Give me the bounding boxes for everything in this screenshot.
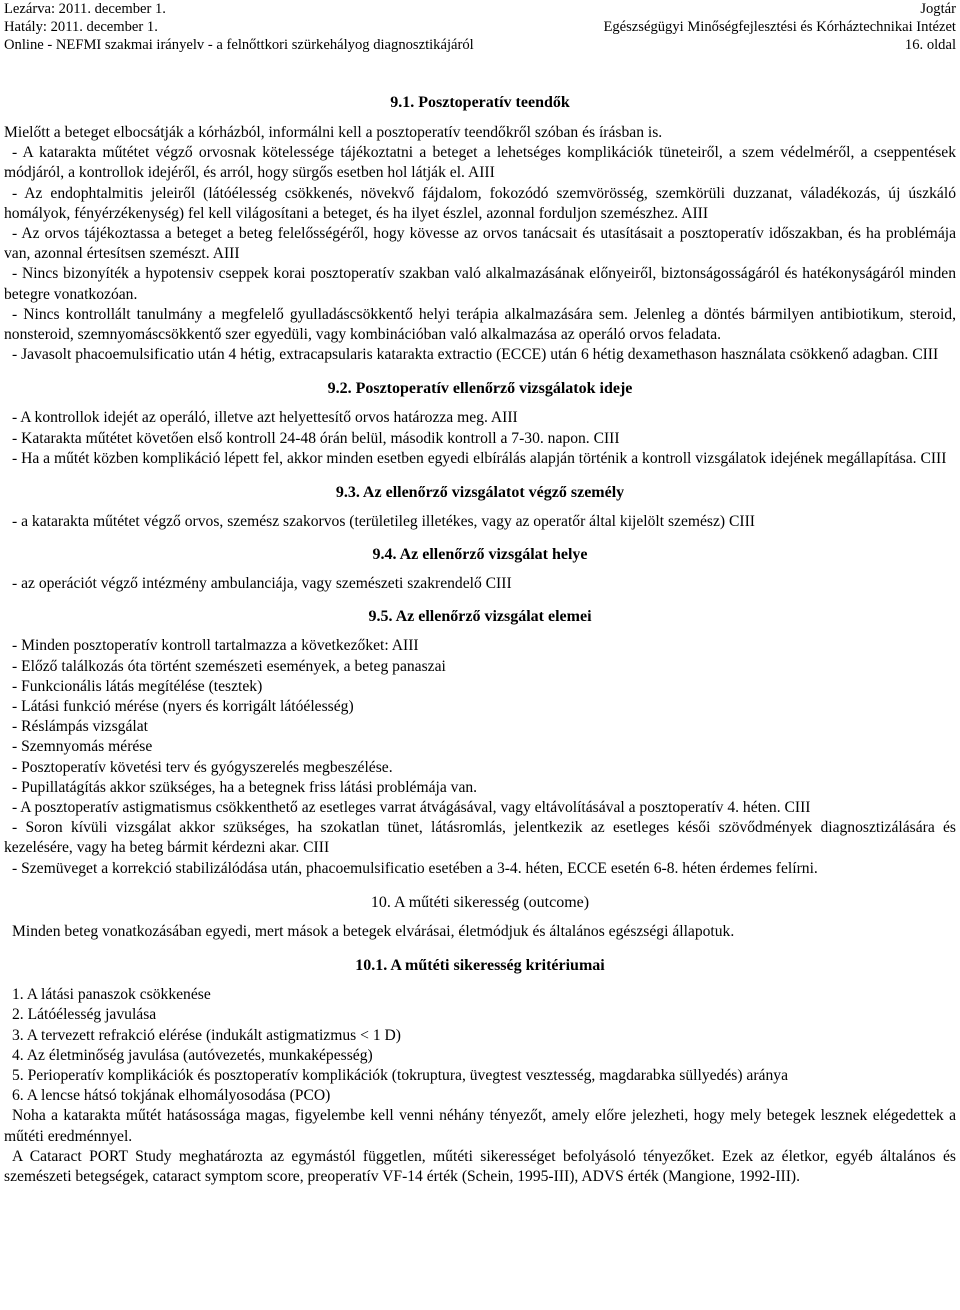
list-item: 3. A tervezett refrakció elérése (indukált astigmatizmus < 1 D) [12,1026,401,1044]
list-item: - Ha a műtét közben komplikáció lépett fel, akkor minden esetben egyedi elbírálás alapján történik a kontroll vizsgálatok idejének megállapítása. CIII [12,449,947,467]
list-item: - Szemüveget a korrekció stabilizálódása után, phacoemulsificatio esetében a 3-4. héten, ECCE esetén 6-8. héten érdemes felírni. [12,859,818,877]
section-9-1-title: 9.1. Posztoperatív teendők [390,94,570,111]
list-item: 1. A látási panaszok csökkenése [12,986,211,1004]
list-item: 4. Az életminőség javulása (autóvezetés, munkaképesség) [12,1046,373,1064]
list-item: - Az endophtalmitis jeleiről (látóélesség csökkenés, növekvő fájdalom, fokozódó szemvörösség, szemkörüli duzzanat, váladékozás, új úszkáló homályok, fényérzékenység) fel kell világosítani a beteget, és ha ilyet észlel, azonnal forduljon szemészhez. AIII [4,184,956,222]
list-item: - Soron kívüli vizsgálat akkor szükséges, ha szokatlan tünet, látásromlás, jelentkezik az esetleges késői szövődmények diagnosztizálására és kezelésére, vagy ha beteg bármit kérdezni akar. CIII [4,819,956,857]
list-item: - Funkcionális látás megítélése (tesztek) [12,677,263,695]
list-item: - Pupillatágítás akkor szükséges, ha a betegnek friss látási problémája van. [12,778,478,796]
list-item: - A katarakta műtétet végző orvosnak kötelessége tájékoztatni a beteget a lehetséges komplikációk tüneteiről, a szem védelméről, a cseppentések módjáról, a kontrollok idejéről, és arról, hogy sürgős esetben hol látják el. AIII [4,144,956,182]
section-10-1-paragraph-1: Noha a katarakta műtét hatásossága magas, figyelembe kell venni néhány tényezőt, amely előre jelezheti, hogy mely betegek lesznek elégedettek a műtéti eredménnyel. [4,1107,956,1145]
list-item: - Posztoperatív követési terv és gyógyszerelés megbeszélése. [12,758,393,776]
publisher: Jogtár [920,1,956,17]
header-row-1 [4,0,956,18]
list-item: - Javasolt phacoemulsificatio után 4 hétig, extracapsularis katarakta extractio (ECCE) után 6 hétig dexamethason használata csökkenő adagban. CIII [12,346,939,364]
header-row-2 [4,18,956,36]
list-item: - Katarakta műtétet követően első kontroll 24-48 órán belül, második kontroll a 7-30. napon. CIII [12,429,620,447]
list-item: - Az orvos tájékoztassa a beteget a beteg felelősségéről, hogy kövesse az orvos tanácsait és utasításait a posztoperatív időszakban, és ha problémája van, azonnal értesítsen szemészt. AIII [4,225,956,263]
list-item: - az operációt végző intézmény ambulanciája, vagy szemészeti szakrendelő CIII [12,575,512,593]
section-9-5-title: 9.5. Az ellenőrző vizsgálat elemei [368,608,592,626]
list-item: - A posztoperatív astigmatismus csökkenthető az esetleges varrat átvágásával, vagy eltávolításával a posztoperatív 4. héten. CIII [12,799,811,817]
section-9-2-title: 9.2. Posztoperatív ellenőrző vizsgálatok ideje [327,380,633,398]
section-9-3-title: 9.3. Az ellenőrző vizsgálatot végző személy [335,484,625,502]
section-10-1-title: 10.1. A műtéti sikeresség kritériumai [355,957,605,975]
page-header [4,0,956,54]
document-title: Online - NEFMI szakmai irányelv - a felnőttkori szürkehályog diagnosztikájáról [4,37,474,53]
section-10-title: 10. A műtéti sikeresség (outcome) [370,893,590,911]
list-item: - A kontrollok idejét az operáló, illetve azt helyettesítő orvos határozza meg. AIII [12,409,518,427]
list-item: - Szemnyomás mérése [12,738,153,756]
institute: Egészségügyi Minőségfejlesztési és Kórháztechnikai Intézet [603,19,956,35]
list-item: - Előző találkozás óta történt szemészeti események, a beteg panaszai [12,657,446,675]
list-item: 5. Perioperatív komplikációk és posztoperatív komplikációk (tokruptura, üvegtest vesztesség, magdarabka süllyedés) aránya [12,1066,788,1084]
header-row-3 [4,36,956,54]
section-10-1-paragraph-2: A Cataract PORT Study meghatározta az egymástól független, műtéti sikerességet befolyásoló tényezőket. Ezek az életkor, egyéb általános és szemészeti betegségek, cataract symptom score, preoperatív VF-14 érték (Schein, 1995-III), ADVS érték (Mangione, 1992-III). [4,1147,956,1185]
section-9-2-list [4,408,956,469]
list-item: - Nincs kontrollált tanulmány a megfelelő gyulladáscsökkentő helyi terápia alkalmazására sem. Jelenleg a döntés bármilyen antibiotikum, steroid, nonsteroid, szemnyomáscsökkentő szer egyedüli, vagy kombinációban való alkalmazása az operáló orvos feladata. [4,305,956,344]
section-9-4-list [4,574,956,594]
list-item: - Látási funkció mérése (nyers és korrigált látóélesség) [12,698,354,716]
list-item: - a katarakta műtétet végző orvos, szemész szakorvos (területileg illetékes, vagy az operatőr által kijelölt szemész) CIII [12,513,755,531]
effective-date: Hatály: 2011. december 1. [4,19,158,35]
document-body [4,93,956,1187]
section-9-5-list [4,636,956,878]
list-item: - Nincs bizonyíték a hypotensiv cseppek korai posztoperatív szakban való alkalmazásának előnyeiről, biztonságosságáról és hatékonyságáról minden betegre vonatkozóan. [4,265,956,303]
section-9-3-list [4,512,956,532]
section-9-1-list [4,143,956,365]
closed-date: Lezárva: 2011. december 1. [4,1,166,17]
list-item: - Réslámpás vizsgálat [12,718,148,736]
section-10-1-list [4,985,956,1106]
section-9-1-intro: Mielőtt a beteget elbocsátják a kórházból, informálni kell a posztoperatív teendőkről szóban és írásban is. [4,124,663,141]
list-item: 2. Látóélesség javulása [12,1006,157,1024]
section-9-4-title: 9.4. Az ellenőrző vizsgálat helye [372,546,588,564]
page-number: 16. oldal [904,37,956,53]
list-item: - Minden posztoperatív kontroll tartalmazza a következőket: AIII [12,637,419,655]
section-10-text: Minden beteg vonatkozásában egyedi, mert mások a betegek elvárásai, életmódjuk és általános egészségi állapotuk. [12,922,735,940]
list-item: 6. A lencse hátsó tokjának elhomályosodása (PCO) [12,1087,331,1105]
